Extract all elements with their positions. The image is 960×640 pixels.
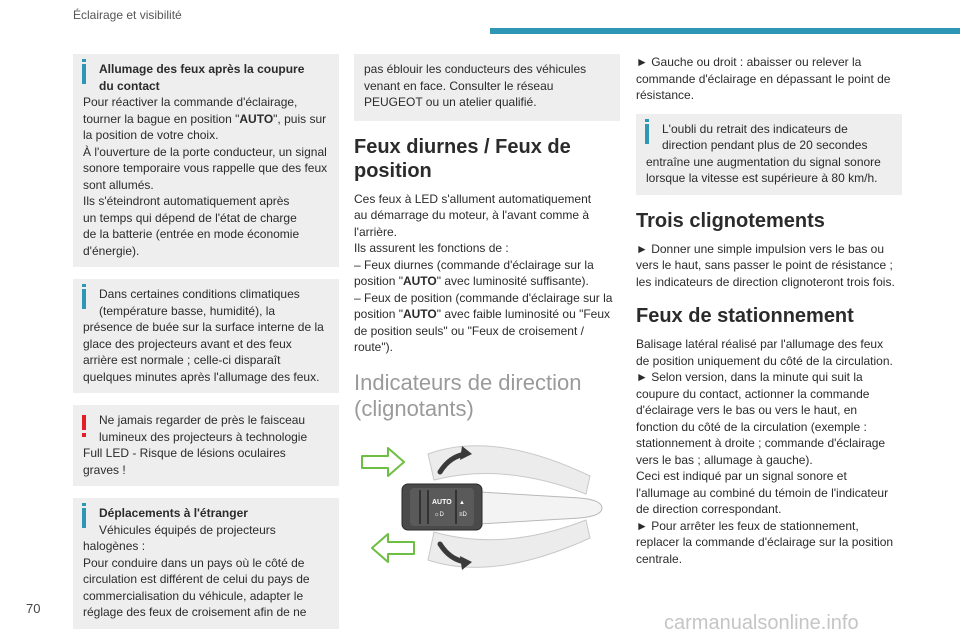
text-line: sonore temporaire vous rappelle que des feux: [83, 161, 328, 175]
text-line: commande d'éclairage en dépassant le point de: [636, 71, 891, 86]
text-line: ► Selon version, dans la minute qui suit la: [636, 370, 863, 384]
column-3: [636, 54, 902, 567]
text-line: vers le bas ; allumage à gauche).: [636, 452, 813, 467]
column-1: [73, 54, 339, 629]
text-line: glace des projecteurs avant et des feux: [83, 336, 292, 351]
text-line: la position de votre choix.: [83, 128, 219, 142]
text-line: vers le haut, sans passer le point de résistance ;: [636, 258, 893, 272]
arrow-right-icon: [362, 448, 404, 476]
info-icon: [645, 124, 649, 144]
text-line: halogènes :: [83, 539, 146, 553]
text-line: PEUGEOT ou un atelier qualifié.: [364, 95, 537, 109]
box-title-line: du contact: [99, 78, 160, 93]
text-line: position "AUTO" avec faible luminosité ou "Feux: [354, 307, 611, 321]
column-2: [354, 54, 620, 582]
text-line: présence de buée sur la surface interne de la: [83, 320, 324, 334]
heading-line: position: [354, 159, 432, 182]
text-line: tourner la bague en position "AUTO", puis sur: [83, 111, 327, 126]
text-line: ► Pour arrêter les feux de stationnement,: [636, 518, 859, 533]
info-box-abroad: [73, 498, 339, 629]
svg-text:☼D: ☼D: [434, 511, 444, 518]
info-icon: [82, 64, 86, 84]
indicator-stalk-illustration: [354, 432, 620, 582]
header-bar: [490, 28, 960, 34]
text-line: d'énergie).: [83, 243, 140, 258]
text-line: (température basse, humidité), la: [99, 303, 276, 318]
text-line: – Feux diurnes (commande d'éclairage sur la: [354, 257, 594, 272]
text-line: Full LED - Risque de lésions oculaires: [83, 446, 286, 460]
heading-line: Indicateurs de direction: [354, 369, 582, 395]
svg-text:▲: ▲: [459, 499, 465, 506]
text-line: graves !: [83, 462, 126, 477]
text-line: sont allumés.: [83, 177, 154, 192]
text-line: circulation est différent de celui du pays de: [83, 572, 310, 586]
info-box-abroad-continued: [354, 54, 620, 121]
info-box-fogging: [73, 279, 339, 393]
text-line: Pour réactiver la commande d'éclairage,: [83, 95, 298, 109]
heading-indicators: [354, 370, 620, 422]
text-line: résistance.: [636, 88, 695, 102]
text-line: l'allumage au combiné du témoin de l'indicateur: [636, 485, 889, 500]
text-line: de position seuls" ou "Feux de croisement /: [354, 323, 584, 338]
intro-text: [636, 54, 902, 104]
text-line: lorsque la vitesse est supérieure à 80 km/h.: [646, 171, 878, 185]
box-body: [83, 94, 329, 259]
text-line: commercialisation du véhicule, adapter le: [83, 588, 304, 603]
warning-icon: [82, 415, 86, 430]
parking-text: [636, 336, 902, 567]
heading-line: (clignotants): [354, 395, 474, 421]
box-first-lines: [83, 412, 329, 445]
info-box-indicator-reminder: [636, 114, 902, 195]
text-line: À l'ouverture de la porte conducteur, un signal: [83, 144, 327, 159]
svg-text:≡D: ≡D: [459, 511, 467, 518]
heading-three-flashes: Trois clignotements: [636, 209, 825, 232]
three-flashes-text: [636, 241, 902, 291]
daylight-text: [354, 191, 620, 356]
box-title-line: Allumage des feux après la coupure: [99, 62, 305, 76]
text-line: l'arrière.: [354, 224, 397, 239]
box-first-line: Véhicules équipés de projecteurs: [99, 522, 276, 537]
text-line: arrière est normale ; celle-ci disparaît: [83, 353, 281, 367]
stalk-svg: [354, 432, 620, 582]
text-line: lumineux des projecteurs à technologie: [99, 429, 308, 444]
text-line: un temps qui dépend de l'état de charge: [83, 210, 297, 225]
text-line: de direction correspondant.: [636, 502, 782, 516]
text-line: ► Donner une simple impulsion vers le bas ou: [636, 241, 884, 256]
text-line: coupure du contact, actionner la commande: [636, 386, 870, 401]
text-line: ► Gauche ou droit : abaisser ou relever la: [636, 55, 862, 69]
text-line: au démarrage du moteur, à l'avant comme à: [354, 208, 590, 222]
watermark: carmanualsonline.info: [664, 612, 859, 634]
heading-daylight: [354, 135, 620, 183]
text-line: Dans certaines conditions climatiques: [99, 287, 300, 301]
info-box-lights-after-ignition: [73, 54, 339, 267]
text-line: fonction du côté de la circulation (exemple :: [636, 419, 867, 434]
text-line: d'éclairage vers le bas ou vers le haut, en: [636, 403, 858, 417]
arrow-left-icon: [372, 534, 414, 562]
text-line: centrale.: [636, 551, 683, 566]
info-icon: [82, 289, 86, 309]
text-line: réglage des feux de croisement afin de ne: [83, 605, 307, 619]
text-line: L'oubli du retrait des indicateurs de: [662, 121, 848, 136]
text-line: Ceci est indiqué par un signal sonore et: [636, 469, 847, 483]
text-line: position "AUTO" avec luminosité suffisante).: [354, 274, 589, 288]
text-line: pas éblouir les conducteurs des véhicules: [364, 62, 587, 76]
page-number: 70: [26, 601, 41, 616]
text-line: – Feux de position (commande d'éclairage sur la: [354, 290, 613, 305]
box-body: [83, 445, 329, 478]
text-line: stationnement à droite ; commande d'éclairage: [636, 436, 886, 450]
text-line: Balisage latéral réalisé par l'allumage des feux: [636, 337, 884, 351]
text-line: Ils assurent les fonctions de :: [354, 241, 509, 255]
text-line: route").: [354, 340, 393, 354]
box-first-lines: [646, 121, 892, 154]
box-body: [646, 154, 892, 187]
box-first-lines: [83, 286, 329, 319]
text-line: de la batterie (entrée en mode économie: [83, 227, 300, 241]
heading-line: Feux diurnes / Feux de: [354, 135, 571, 158]
text-line: direction pendant plus de 20 secondes: [662, 138, 868, 152]
text-line: Ces feux à LED s'allument automatiquement: [354, 191, 592, 206]
text-line: entraîne une augmentation du signal sonore: [646, 154, 881, 169]
text-line: quelques minutes après l'allumage des feux.: [83, 369, 320, 384]
text-line: de position uniquement du côté de la circulation.: [636, 353, 893, 368]
box-body: [83, 319, 329, 385]
stalk-auto-label: AUTO: [432, 498, 452, 506]
text-line: Pour conduire dans un pays où le côté de: [83, 555, 305, 570]
text-line: Ils s'éteindront automatiquement après: [83, 194, 290, 208]
text-line: les indicateurs de direction clignoteront trois fois.: [636, 274, 895, 289]
text-line: venant en face. Consulter le réseau: [364, 78, 554, 93]
box-body: [83, 538, 329, 621]
header-title: Éclairage et visibilité: [73, 8, 182, 22]
text-line: replacer la commande d'éclairage sur la position: [636, 535, 894, 549]
heading-parking-lights: Feux de stationnement: [636, 305, 854, 327]
warning-box-led: [73, 405, 339, 486]
box-body: [364, 61, 610, 111]
box-title: Déplacements à l'étranger: [99, 506, 248, 520]
text-line: Ne jamais regarder de près le faisceau: [99, 413, 306, 427]
info-icon: [82, 508, 86, 528]
